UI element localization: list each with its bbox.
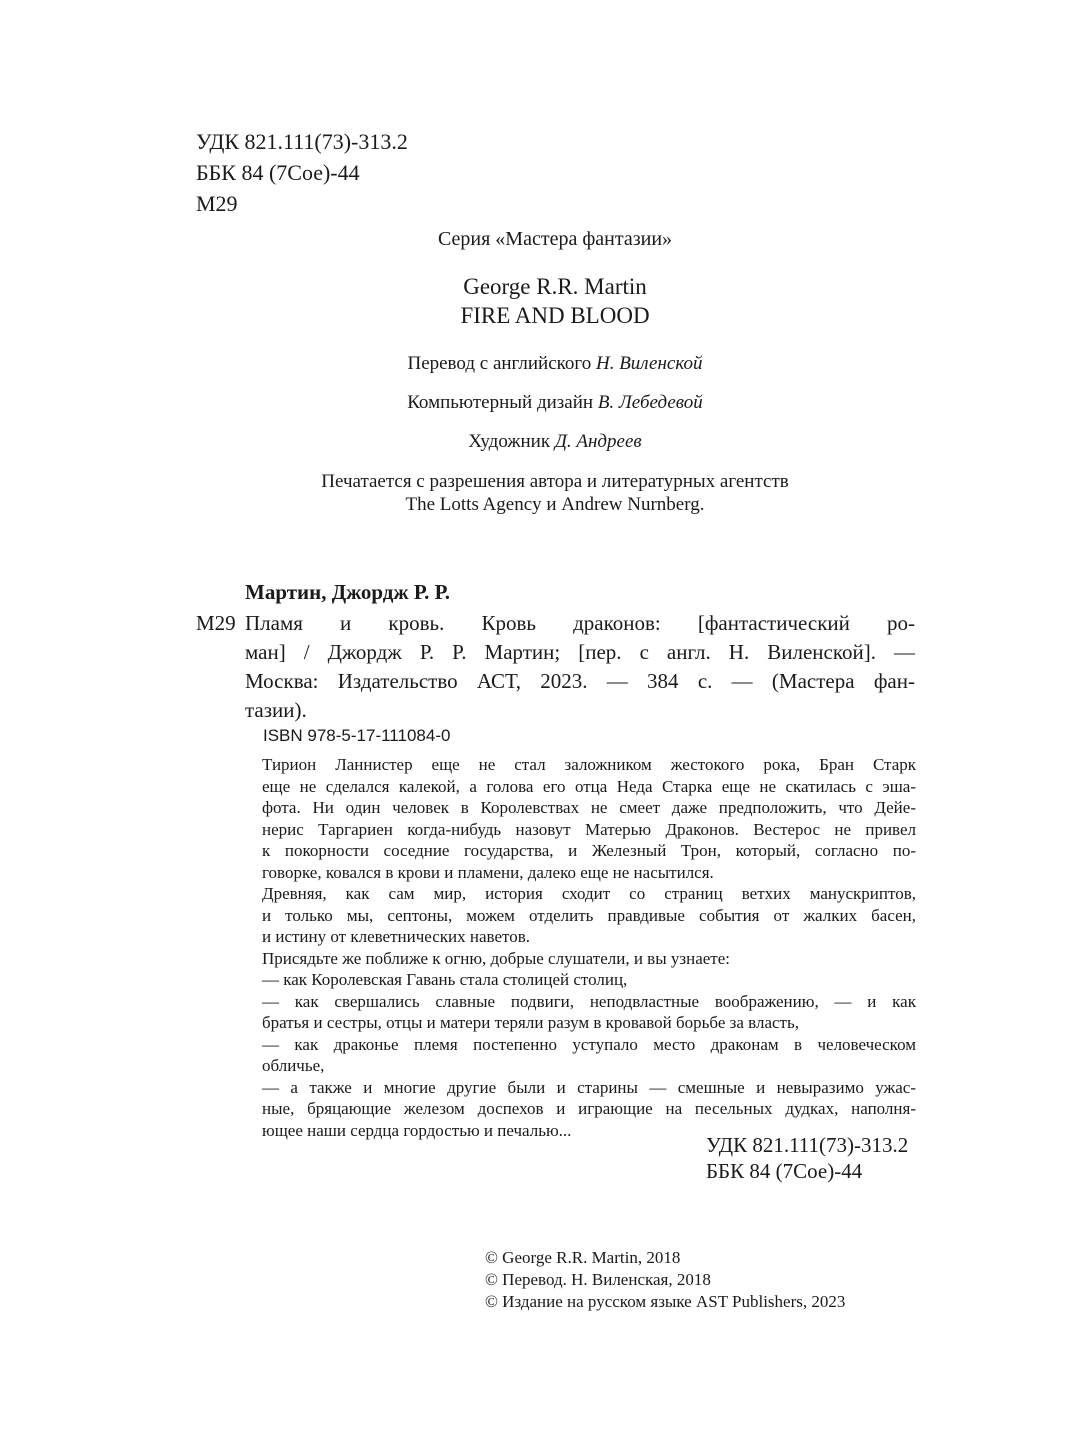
- original-author: George R.R. Martin: [463, 274, 647, 299]
- artist-credit: [0, 431, 1080, 453]
- annotation-line: еще не сделался калекой, а голова его отца Неда Старка еще не скатилась с эша-: [262, 776, 916, 796]
- bibliography-description: [245, 609, 915, 725]
- original-title: FIRE AND BLOOD: [460, 303, 650, 328]
- artist-name: Д. Андреев: [554, 431, 642, 452]
- annotation-line: ющее наши сердца гордостью и печалью...: [262, 1120, 572, 1140]
- classification-codes: [196, 126, 408, 219]
- annotation-line: фота. Ни один человек в Королевствах не смеет даже предположить, что Дейе-: [262, 798, 916, 817]
- annotation-line: Древняя, как сам мир, история сходит со страниц ветхих манускриптов,: [262, 884, 916, 903]
- annotation-line: — как драконье племя постепенно уступало место драконам в человеческом: [262, 1034, 916, 1054]
- annotation-line: — а также и многие другие были и старины — смешные и невыразимо ужас-: [262, 1077, 916, 1097]
- annotation-line: и только мы, септоны, можем отделить правдивые события от жалких басен,: [262, 905, 916, 925]
- udk-code: УДК 821.111(73)-313.2: [196, 129, 408, 154]
- annotation-line: — как Королевская Гавань стала столицей столиц,: [262, 970, 628, 989]
- annotation-paragraph: [230, 1034, 916, 1077]
- annotation-line: обличье,: [262, 1056, 325, 1075]
- bbk-code: ББК 84 (7Сое)-44: [196, 160, 360, 185]
- permission-line: Печатается с разрешения автора и литературных агентств: [321, 471, 789, 492]
- annotation-paragraph: [230, 883, 916, 948]
- author-mark: М29: [196, 191, 238, 216]
- copyright-line: © George R.R. Martin, 2018: [485, 1248, 681, 1267]
- copyright-line: © Издание на русском языке AST Publishers, 2023: [485, 1292, 846, 1311]
- annotation-line: Тирион Ланнистер еще не стал заложником жестокого рока, Бран Старк: [262, 755, 916, 774]
- annotation-paragraph: [230, 969, 916, 991]
- isbn: ISBN 978-5-17-111084-0: [263, 726, 451, 745]
- series-title: Серия «Мастера фантазии»: [437, 228, 673, 250]
- annotation-line: к покорности соседние государства, и Железный Трон, который, согласно по-: [262, 841, 916, 860]
- designer-name: В. Лебедевой: [597, 392, 703, 413]
- bibliography-line: Москва: Издательство АСТ, 2023. — 384 с. — (Мастера фан-: [245, 669, 915, 693]
- annotation: [230, 754, 916, 1141]
- design-label: Компьютерный дизайн: [407, 392, 598, 413]
- annotation-line: говорке, ковался в крови и пламени, далеко еще не насытился.: [262, 862, 714, 882]
- copyright-line: © Перевод. Н. Виленская, 2018: [485, 1270, 711, 1289]
- original-work: [0, 272, 1080, 330]
- artist-label: Художник: [468, 431, 555, 452]
- translation-label: Перевод с английского: [407, 353, 596, 374]
- annotation-line: нерис Таргариен когда-нибудь назовут Матерью Драконов. Вестерос не привел: [262, 819, 916, 839]
- permission-notice: [0, 470, 1080, 516]
- bbk-code: ББК 84 (7Сое)-44: [706, 1159, 863, 1183]
- bibliography-line: ман] / Джордж Р. Р. Мартин; [пер. с англ. Н. Виленской]. —: [245, 640, 915, 664]
- design-credit: [0, 392, 1080, 414]
- udk-code: УДК 821.111(73)-313.2: [706, 1133, 909, 1157]
- annotation-line: ные, бряцающие железом доспехов и играющие на песельных дудках, наполня-: [262, 1099, 916, 1118]
- annotation-line: — как свершались славные подвиги, неподвластные воображению, — и как: [262, 991, 916, 1011]
- translator-name: Н. Виленской: [595, 353, 703, 374]
- copyright-notices: [485, 1247, 845, 1313]
- translation-credit: [0, 353, 1080, 375]
- annotation-line: и истину от клеветнических наветов.: [262, 927, 530, 946]
- permission-line: The Lotts Agency и Andrew Nurnberg.: [405, 494, 705, 515]
- annotation-line: Присядьте же поближе к огню, добрые слушатели, и вы узнаете:: [262, 948, 730, 968]
- bibliography-line: Пламя и кровь. Кровь драконов: [фантастический ро-: [245, 611, 915, 635]
- annotation-paragraph: [230, 754, 916, 883]
- bibliography-line: тазии).: [245, 698, 307, 722]
- annotation-paragraph: [230, 948, 916, 970]
- annotation-paragraph: [230, 991, 916, 1034]
- end-classification-codes: [706, 1132, 908, 1184]
- bibliography-code: М29: [196, 611, 236, 635]
- bibliography-author: Мартин, Джордж Р. Р.: [245, 580, 451, 604]
- annotation-line: братья и сестры, отцы и матери теряли разум в кровавой борьбе за власть,: [262, 1013, 799, 1032]
